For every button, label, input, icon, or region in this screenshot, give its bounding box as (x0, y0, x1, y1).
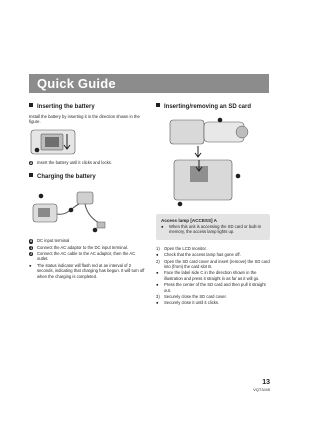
left-column (29, 103, 147, 280)
page-code: VQT3J45 (253, 387, 270, 392)
sd-step-text: Securely close it until it clicks. (164, 300, 220, 306)
charging-item-text: Connect the AC cable to the AC adaptor, then the AC outlet. (37, 251, 136, 262)
charging-section-heading (29, 173, 147, 181)
battery-section-heading (29, 103, 147, 111)
sd-step (156, 259, 270, 270)
sd-step (156, 270, 270, 281)
charging-item-text: The status indicator will flash red at an interval of 2 seconds, indicating that charging has begun. It will turn off when the charging is completed. (37, 262, 145, 279)
charging-drawing (29, 184, 109, 234)
battery-insert-drawing (29, 128, 77, 156)
item-marker: 2 (30, 252, 33, 257)
sd-step (156, 282, 270, 293)
bullet-marker: ● (161, 224, 164, 229)
sd-section-heading (156, 103, 270, 111)
quick-guide-banner (29, 74, 269, 93)
bullet-marker: ● (156, 270, 159, 276)
note-title: Access lamp [ACCESS] A (161, 218, 217, 223)
bullet-marker: ● (29, 262, 32, 268)
charging-item (29, 238, 147, 243)
charging-illustration (29, 184, 147, 234)
item-marker: A (30, 239, 33, 244)
section-square-icon (156, 103, 160, 107)
battery-step-text: Insert the battery until it clicks and locks. (37, 159, 112, 165)
charging-item-text: DC input terminal (37, 238, 70, 244)
bullet-marker: ● (156, 300, 159, 306)
step-marker: 1) (156, 245, 160, 251)
charging-section-title: Charging the battery (37, 174, 96, 181)
sd-step (156, 246, 270, 251)
charging-item (29, 245, 147, 250)
sd-step-text: Check that the access lamp has gone off. (164, 252, 241, 258)
sd-step-text: Open the LCD monitor. (164, 245, 207, 251)
battery-intro: Install the battery by inserting it in the direction shown in the figure. (29, 114, 140, 125)
battery-step (29, 160, 147, 165)
note-text: When this unit is accessing the SD card or built-in memory, the access lamp lights up. (169, 224, 262, 235)
sd-step-text: Face the label side C in the direction shown in the illustration and press it straight in as far as it will go. (164, 270, 260, 281)
step-marker: 3) (156, 294, 160, 300)
sd-step (156, 252, 270, 257)
sd-section-title: Inserting/removing an SD card (164, 104, 252, 110)
bullet-marker: ● (156, 282, 159, 288)
banner-title: Quick Guide (37, 76, 116, 91)
note-line (161, 224, 265, 235)
section-square-icon (29, 103, 33, 107)
step-marker: A (30, 160, 33, 165)
sd-card-drawing (156, 114, 256, 210)
step-marker: 2) (156, 258, 160, 264)
page-number: 13 (262, 379, 270, 386)
charging-item (29, 251, 147, 262)
sd-step (156, 300, 270, 305)
sd-step-text: Open the SD card cover and insert (remove) the SD card into (from) the card slot B. (164, 258, 270, 270)
access-lamp-note (156, 214, 270, 240)
section-square-icon (29, 173, 33, 177)
right-column (156, 103, 270, 307)
bullet-marker: ● (156, 252, 159, 258)
item-marker: 1 (30, 245, 33, 250)
charging-item (29, 263, 147, 279)
sd-card-illustration (156, 114, 270, 210)
page-footer (253, 379, 270, 392)
sd-step-text: Press the center of the SD card and then pull it straight out. (164, 282, 266, 293)
sd-step (156, 294, 270, 299)
battery-illustration (29, 128, 147, 156)
charging-item-text: Connect the AC adaptor to the DC input terminal. (37, 244, 129, 250)
battery-section-title: Inserting the battery (37, 104, 95, 110)
sd-step-text: Securely close the SD card cover. (164, 294, 227, 300)
